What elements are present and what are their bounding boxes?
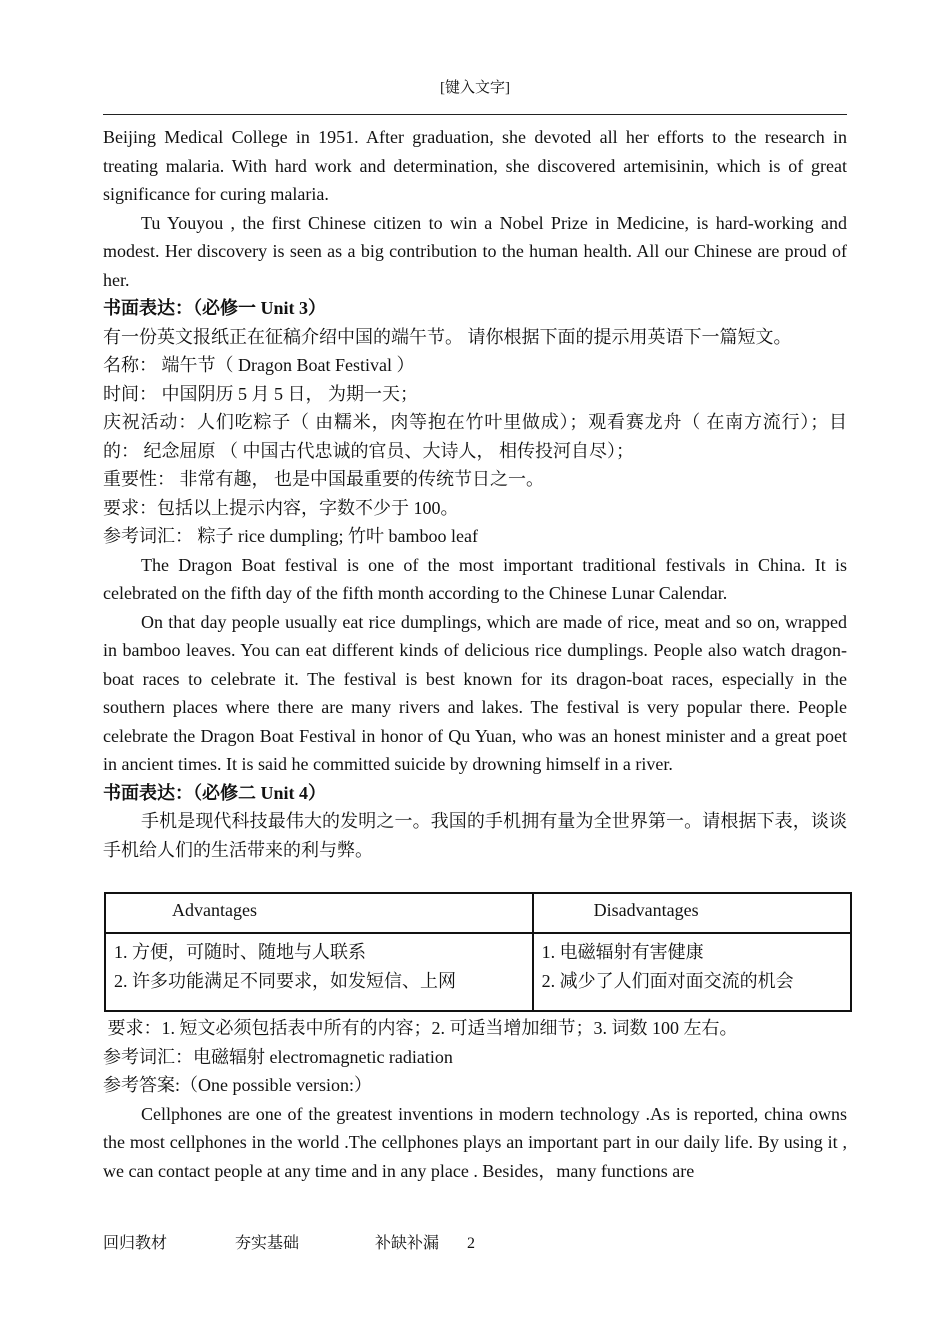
page-header: [键入文字] — [440, 80, 510, 96]
section2-answer: Cellphones are one of the greatest inventions in modern technology .As is reported, china owns the most cellphones in the world .The cellphones plays an important part in our daily life. By using it , we can contact people at any time and in any place . Besides，many functions are — [103, 1103, 847, 1181]
table-header-advantages: Advantages — [105, 893, 533, 933]
advantage-item: 2. 许多功能满足不同要求，如发短信、上网 — [114, 970, 456, 991]
page-footer — [103, 1230, 475, 1253]
advantage-item: 1. 方便，可随时、随地与人联系 — [114, 942, 366, 962]
section1-prompt-line: 时间： 中国阴历 5 月 5 日， 为期一天； — [103, 383, 418, 404]
paragraph-tu-youyou: Tu Youyou , the first Chinese citizen to win a Nobel Prize in Medicine, is hard-working and modest. Her discovery is seen as a big contribution to the human health. All our Chinese are proud of her. — [103, 212, 847, 290]
table-header-disadvantages: Disadvantages — [533, 893, 851, 933]
footer-item: 回归教材 — [103, 1235, 168, 1252]
section1-prompt-line: 有一份英文报纸正在征稿介绍中国的端午节。 请你根据下面的提示用英语下一篇短文。 — [103, 326, 792, 347]
table-cell-disadvantages — [533, 933, 851, 1011]
section2-requirements: 要求：1. 短文必须包括表中所有的内容；2. 可适当增加细节；3. 词数 100 左右。 — [103, 1018, 738, 1038]
disadvantage-item: 1. 电磁辐射有害健康 — [541, 942, 704, 962]
section1-prompt-line: 要求：包括以上提示内容，字数不少于 100。 — [103, 497, 459, 518]
section2-answer-label: 参考答案:（One possible version:） — [103, 1075, 372, 1095]
section1-heading: 书面表达：（必修一 Unit 3） — [103, 298, 327, 318]
section2-vocab: 参考词汇：电磁辐射 electromagnetic radiation — [103, 1046, 453, 1067]
paragraph-continued: Beijing Medical College in 1951. After graduation, she devoted all her efforts to the research in treating malaria. With hard work and determination, she discovered artemisinin, which is of great significance for curing malaria. — [103, 127, 847, 204]
section1-prompt-line: 重要性： 非常有趣， 也是中国最重要的传统节日之一。 — [103, 469, 544, 489]
section1-essay-paragraph: The Dragon Boat festival is one of the most important traditional festivals in China. It is celebrated on the fifth day of the fifth month according to the Chinese Lunar Calendar. — [103, 554, 847, 603]
footer-item: 补缺补漏 — [375, 1235, 440, 1252]
section1-prompt-line: 参考词汇： 粽子 rice dumpling; 竹叶 bamboo leaf — [103, 526, 478, 546]
header-rule — [103, 114, 847, 115]
pros-cons-table — [104, 892, 852, 1012]
section2-heading: 书面表达：（必修二 Unit 4） — [103, 782, 327, 803]
table-cell-advantages — [105, 933, 533, 1011]
footer-item: 夯实基础 — [235, 1235, 300, 1252]
disadvantage-item: 2. 减少了人们面对面交流的机会 — [541, 970, 794, 991]
section2-intro: 手机是现代科技最伟大的发明之一。我国的手机拥有量为全世界第一。请根据下表，谈谈手机给人们的生活带来的利与弊。 — [103, 811, 847, 860]
page-content — [103, 123, 847, 1185]
section1-prompt-line: 庆祝活动：人们吃粽子（ 由糯米，肉等抱在竹叶里做成）；观看赛龙舟（ 在南方流行）；目的： 纪念屈原 （ 中国古代忠诚的官员、大诗人， 相传投河自尽）； — [103, 412, 847, 461]
page-number: 2 — [467, 1235, 475, 1252]
section1-essay-paragraph: On that day people usually eat rice dumplings, which are made of rice, meat and so on, wrapped in bamboo leaves. You can eat different kinds of delicious rice dumplings. People also watch dragon-boat races to celebrate it. The festival is best known for its dragon-boat races, especially in the southern places where there are many rivers and lakes. The festival is very popular there. People celebrate the Dragon Boat Festival in honor of Qu Yuan, who was an honest minister and a great poet in ancient times. It is said he committed suicide by drowning himself in a river. — [103, 611, 847, 774]
section1-prompt-line: 名称： 端午节（ Dragon Boat Festival ） — [103, 355, 415, 375]
